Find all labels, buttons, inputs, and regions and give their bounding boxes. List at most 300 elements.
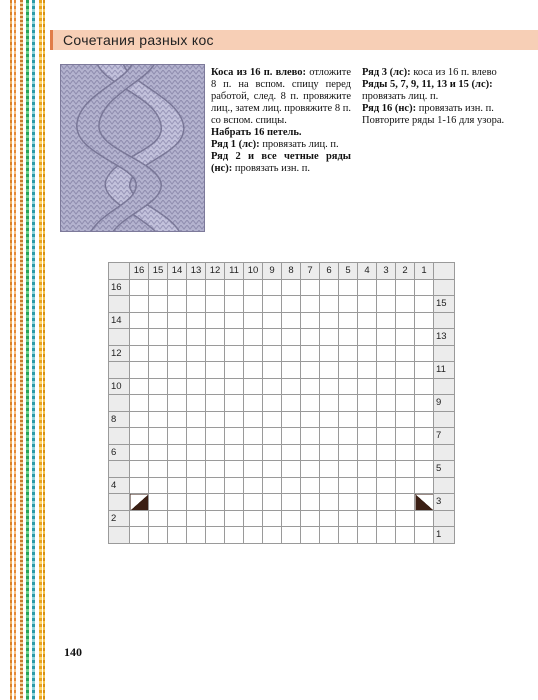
chart-stitch-cell [377,494,396,511]
chart-stitch-cell [244,527,263,544]
chart-stitch-cell [130,444,149,461]
chart-stitch-cell [396,411,415,428]
chart-stitch-cell [339,312,358,329]
chart-stitch-cell [415,312,434,329]
chart-row [109,411,455,428]
chart-column-number: 12 [206,263,225,280]
chart-stitch-cell [130,329,149,346]
chart-row-number-left: 12 [109,345,130,362]
chart-stitch-cell [149,345,168,362]
chart-stitch-cell [187,279,206,296]
chart-row [109,461,455,478]
chart-stitch-cell [301,296,320,313]
chart-row-number-right: 1 [434,527,455,544]
chart-row-number-right: 9 [434,395,455,412]
chart-stitch-cell [282,395,301,412]
chart-stitch-cell [339,395,358,412]
chart-row-number-right [434,345,455,362]
chart-stitch-cell [377,428,396,445]
chart-column-number: 6 [320,263,339,280]
chart-row-number-left [109,494,130,511]
chart-stitch-cell [320,296,339,313]
chart-stitch-cell [263,395,282,412]
chart-row-number-left [109,527,130,544]
odd-rows-label: Ряды 5, 7, 9, 11, 13 и 15 (лс): [362,79,493,90]
chart-stitch-cell [168,395,187,412]
chart-stitch-cell [358,461,377,478]
section-header [50,30,538,50]
chart-stitch-cell [358,345,377,362]
chart-stitch-cell [244,461,263,478]
chart-stitch-cell [187,411,206,428]
chart-stitch-cell [149,510,168,527]
chart-stitch-cell [206,395,225,412]
chart-stitch-cell [396,428,415,445]
chart-corner-cell [434,263,455,280]
chart-stitch-cell [320,279,339,296]
chart-row-number-right [434,378,455,395]
chart-row-number-left: 16 [109,279,130,296]
chart-stitch-cell [339,428,358,445]
chart-stitch-cell [168,444,187,461]
chart-stitch-cell [377,362,396,379]
chart-stitch-cell [225,444,244,461]
chart-stitch-cell [244,329,263,346]
chart-stitch-cell [206,296,225,313]
chart-row [109,395,455,412]
chart-stitch-cell [301,411,320,428]
chart-stitch-cell [282,444,301,461]
chart-stitch-cell [396,329,415,346]
chart-stitch-cell [225,395,244,412]
chart-stitch-cell [225,279,244,296]
yarn-strand-gold [43,0,45,700]
chart-stitch-cell [149,362,168,379]
chart-stitch-cell [358,395,377,412]
chart-stitch-cell [130,362,149,379]
row-3-text: коса из 16 п. влево [410,67,497,78]
chart-row [109,362,455,379]
chart-stitch-cell [244,279,263,296]
chart-stitch-cell [149,411,168,428]
chart-stitch-cell [320,428,339,445]
chart-row-number-right [434,444,455,461]
chart-stitch-cell [282,296,301,313]
chart-column-number: 3 [377,263,396,280]
chart-stitch-cell [415,296,434,313]
instruction-cast-on [211,127,351,139]
chart-stitch-cell [301,395,320,412]
chart-stitch-cell [206,329,225,346]
chart-stitch-cell [225,461,244,478]
chart-stitch-cell [358,329,377,346]
chart-row-number-right [434,279,455,296]
chart-row-number-left [109,362,130,379]
chart-row-number-left [109,428,130,445]
chart-stitch-cell [149,395,168,412]
chart-stitch-cell [282,362,301,379]
chart-stitch-cell [339,345,358,362]
chart-stitch-cell [301,494,320,511]
chart-stitch-cell [377,510,396,527]
chart-stitch-cell [130,312,149,329]
chart-stitch-cell [320,378,339,395]
chart-stitch-cell [301,362,320,379]
chart-stitch-cell [339,362,358,379]
chart-stitch-cell [358,477,377,494]
chart-stitch-cell [130,378,149,395]
chart-stitch-cell [168,527,187,544]
chart-stitch-cell [263,329,282,346]
chart-stitch-cell [415,279,434,296]
chart-stitch-cell [377,477,396,494]
chart-stitch-cell [320,395,339,412]
chart-stitch-cell [225,312,244,329]
chart-stitch-cell [282,428,301,445]
chart-stitch-cell [263,527,282,544]
chart-stitch-cell [339,444,358,461]
chart-column-number: 11 [225,263,244,280]
chart-stitch-cell [301,444,320,461]
chart-column-number: 1 [415,263,434,280]
chart-stitch-cell [339,461,358,478]
chart-row-number-right: 7 [434,428,455,445]
chart-stitch-cell [206,428,225,445]
even-rows-text: провязать изн. п. [232,163,311,174]
chart-stitch-cell [358,527,377,544]
chart-stitch-cell [301,510,320,527]
chart-row [109,345,455,362]
chart-stitch-cell [377,279,396,296]
chart-stitch-cell [301,428,320,445]
chart-stitch-cell [301,329,320,346]
chart-stitch-cell [149,477,168,494]
row-16-text: провязать изн. п. Повторите ряды 1-16 для узора. [362,103,505,126]
chart-stitch-cell [320,494,339,511]
chart-row [109,312,455,329]
chart-stitch-cell [263,411,282,428]
chart-stitch-cell [187,345,206,362]
chart-column-number: 4 [358,263,377,280]
chart-row [109,494,455,511]
chart-stitch-cell [168,494,187,511]
chart-stitch-cell [320,345,339,362]
chart-stitch-cell [130,461,149,478]
chart-stitch-cell [244,494,263,511]
chart-stitch-cell [130,296,149,313]
chart-stitch-cell [396,494,415,511]
chart-stitch-cell [168,510,187,527]
chart-stitch-cell [396,510,415,527]
chart-stitch-cell [225,477,244,494]
chart-stitch-cell [168,477,187,494]
chart-stitch-cell [225,510,244,527]
chart-stitch-cell [320,411,339,428]
chart-stitch-cell [339,510,358,527]
chart-stitch-cell [377,411,396,428]
chart-row-number-left: 4 [109,477,130,494]
chart-stitch-cell [282,477,301,494]
yarn-strand-orange [10,0,12,700]
chart-stitch-cell [396,345,415,362]
chart-stitch-cell [263,461,282,478]
chart-stitch-cell [396,362,415,379]
chart-stitch-cell [320,527,339,544]
chart-row [109,279,455,296]
chart-row-number-right: 11 [434,362,455,379]
chart-stitch-cell [225,428,244,445]
chart-stitch-cell [206,411,225,428]
chart-column-number: 8 [282,263,301,280]
instruction-even-rows [211,151,351,175]
chart-row [109,510,455,527]
chart-header-row [109,263,455,280]
chart-stitch-cell [339,411,358,428]
chart-stitch-cell [301,461,320,478]
chart-row-number-right [434,510,455,527]
chart-stitch-cell [149,296,168,313]
chart-stitch-cell [358,362,377,379]
chart-stitch-cell [301,477,320,494]
cast-on-text: Набрать 16 петель. [211,127,302,138]
chart-stitch-cell [206,527,225,544]
chart-stitch-cell [263,428,282,445]
chart-stitch-cell [396,378,415,395]
page-number: 140 [64,645,82,659]
chart-stitch-cell [206,362,225,379]
chart-stitch-cell [415,428,434,445]
chart-stitch-cell [263,494,282,511]
chart-row [109,527,455,544]
chart-stitch-cell [396,461,415,478]
chart-stitch-cell [415,477,434,494]
chart-stitch-cell [225,362,244,379]
knitted-cable-photo [60,64,205,232]
cable-swatch-illustration [61,65,204,231]
chart-stitch-cell [339,296,358,313]
chart-stitch-cell [320,312,339,329]
chart-stitch-cell [244,378,263,395]
chart-stitch-cell [130,428,149,445]
chart-stitch-cell [168,428,187,445]
chart-stitch-cell [244,428,263,445]
chart-stitch-cell [244,444,263,461]
chart-row-number-left: 8 [109,411,130,428]
chart-stitch-cell [339,329,358,346]
chart-row-number-left: 2 [109,510,130,527]
chart-stitch-cell [415,510,434,527]
yarn-strand-green [26,0,29,700]
chart-row-number-left [109,461,130,478]
chart-stitch-cell [415,494,434,511]
chart-row-number-right: 3 [434,494,455,511]
chart-stitch-cell [358,296,377,313]
chart-stitch-cell [396,444,415,461]
chart-column-number: 9 [263,263,282,280]
instructions-column-1 [211,67,351,175]
knitting-chart-grid [108,262,455,544]
chart-stitch-cell [339,527,358,544]
chart-stitch-cell [263,279,282,296]
chart-stitch-cell [282,345,301,362]
chart-stitch-cell [244,312,263,329]
chart-stitch-cell [244,510,263,527]
chart-stitch-cell [225,296,244,313]
chart-row-number-right [434,312,455,329]
chart-stitch-cell [149,279,168,296]
chart-stitch-cell [282,510,301,527]
chart-stitch-cell [149,378,168,395]
chart-column-number: 14 [168,263,187,280]
chart-stitch-cell [320,477,339,494]
chart-stitch-cell [282,329,301,346]
chart-stitch-cell [358,510,377,527]
cable-term: Коса из 16 п. влево: [211,67,307,78]
chart-stitch-cell [320,461,339,478]
chart-stitch-cell [187,296,206,313]
chart-stitch-cell [320,444,339,461]
chart-stitch-cell [187,494,206,511]
chart-stitch-cell [282,527,301,544]
chart-stitch-cell [168,345,187,362]
chart-stitch-cell [263,510,282,527]
chart-stitch-cell [396,296,415,313]
chart-stitch-cell [377,444,396,461]
chart-row [109,477,455,494]
chart-stitch-cell [130,527,149,544]
chart-stitch-cell [187,395,206,412]
chart-stitch-cell [415,362,434,379]
chart-stitch-cell [415,411,434,428]
chart-stitch-cell [396,279,415,296]
chart-stitch-cell [149,494,168,511]
chart-stitch-cell [225,345,244,362]
chart-stitch-cell [339,378,358,395]
chart-stitch-cell [263,477,282,494]
yarn-strand-teal [32,0,35,700]
odd-rows-text: провязать лиц. п. [362,91,439,102]
instruction-row-16 [362,103,532,127]
chart-stitch-cell [282,494,301,511]
chart-stitch-cell [282,411,301,428]
chart-stitch-cell [168,329,187,346]
chart-stitch-cell [149,428,168,445]
chart-stitch-cell [244,296,263,313]
chart-stitch-cell [415,329,434,346]
chart-stitch-cell [263,444,282,461]
chart-row-number-right: 5 [434,461,455,478]
chart-stitch-cell [149,329,168,346]
chart-stitch-cell [339,279,358,296]
chart-column-number: 2 [396,263,415,280]
chart-corner-cell [109,263,130,280]
chart-stitch-cell [244,345,263,362]
chart-stitch-cell [130,494,149,511]
chart-stitch-cell [168,362,187,379]
chart-stitch-cell [225,329,244,346]
chart-stitch-cell [130,411,149,428]
chart-stitch-cell [263,296,282,313]
chart-stitch-cell [377,461,396,478]
chart-stitch-cell [187,461,206,478]
chart-stitch-cell [415,345,434,362]
chart-row [109,378,455,395]
chart-stitch-cell [377,312,396,329]
chart-stitch-cell [339,477,358,494]
chart-stitch-cell [187,378,206,395]
chart-stitch-cell [282,312,301,329]
even-rows-label: Ряд 2 и все четные ряды (нс): [211,151,351,174]
chart-stitch-cell [187,477,206,494]
chart-stitch-cell [225,527,244,544]
chart-stitch-cell [320,362,339,379]
cable-description: отложите 8 п. на вспом. спицу перед работой, след. 8 п. провяжите лиц., затем лиц. провяжите 8 п. со вспом. спицы. [211,67,351,126]
chart-row-number-left: 10 [109,378,130,395]
chart-stitch-cell [149,461,168,478]
chart-stitch-cell [263,378,282,395]
instruction-cable-definition [211,67,351,127]
chart-stitch-cell [377,345,396,362]
chart-stitch-cell [320,510,339,527]
chart-stitch-cell [358,411,377,428]
chart-stitch-cell [206,444,225,461]
chart-stitch-cell [187,329,206,346]
row-3-label: Ряд 3 (лс): [362,67,411,78]
chart-stitch-cell [206,312,225,329]
chart-row-number-left [109,296,130,313]
chart-stitch-cell [168,279,187,296]
chart-row-number-right [434,411,455,428]
row-1-label: Ряд 1 (лс): [211,139,260,150]
chart-column-number: 10 [244,263,263,280]
chart-stitch-cell [282,279,301,296]
chart-stitch-cell [206,345,225,362]
chart-stitch-cell [396,312,415,329]
yarn-strand-tan [20,0,23,700]
chart-stitch-cell [415,395,434,412]
chart-row-number-right: 15 [434,296,455,313]
instructions-column-2 [362,67,532,127]
chart-stitch-cell [130,510,149,527]
chart-stitch-cell [130,345,149,362]
chart-stitch-cell [301,345,320,362]
chart-column-number: 7 [301,263,320,280]
chart-stitch-cell [206,461,225,478]
chart-stitch-cell [377,378,396,395]
yarn-strand-peach [14,0,16,700]
chart-row-number-left: 6 [109,444,130,461]
chart-stitch-cell [168,411,187,428]
chart-stitch-cell [396,527,415,544]
instruction-odd-rows [362,79,532,103]
chart-row [109,296,455,313]
chart-stitch-cell [320,329,339,346]
instruction-row-3 [362,67,532,79]
chart-stitch-cell [358,279,377,296]
chart-stitch-cell [301,279,320,296]
chart-column-number: 15 [149,263,168,280]
chart-stitch-cell [244,477,263,494]
chart-stitch-cell [149,444,168,461]
chart-stitch-cell [168,461,187,478]
chart-stitch-cell [168,378,187,395]
instruction-row-1 [211,139,351,151]
chart-stitch-cell [206,477,225,494]
chart-stitch-cell [301,378,320,395]
chart-stitch-cell [187,362,206,379]
section-title: Сочетания разных кос [63,32,214,48]
chart-stitch-cell [206,494,225,511]
